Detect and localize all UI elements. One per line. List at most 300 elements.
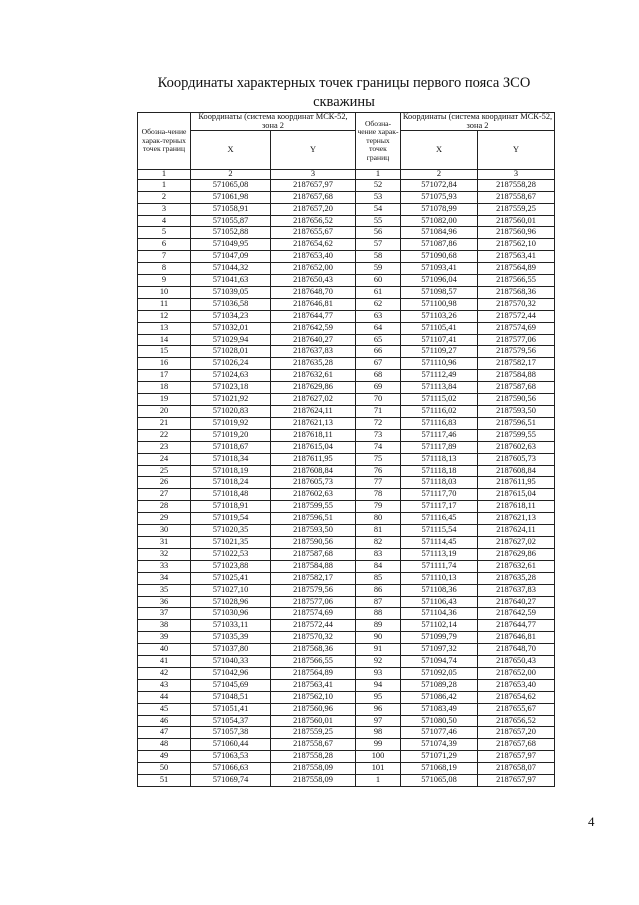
left-point-id: 18	[138, 382, 191, 394]
table-row	[138, 489, 555, 501]
left-y-value: 2187656,52	[271, 215, 356, 227]
left-y-value: 2187624,11	[271, 406, 356, 418]
right-point-id: 99	[356, 739, 401, 751]
table-row	[138, 453, 555, 465]
right-point-id: 78	[356, 489, 401, 501]
left-x-value: 571065,08	[191, 179, 271, 191]
table-row	[138, 536, 555, 548]
left-point-id: 43	[138, 679, 191, 691]
left-y-value: 2187652,00	[271, 263, 356, 275]
right-x-value: 571096,04	[401, 275, 478, 287]
left-x-value: 571018,91	[191, 501, 271, 513]
right-x-value: 571118,03	[401, 477, 478, 489]
left-y-value: 2187654,62	[271, 239, 356, 251]
left-x-value: 571020,83	[191, 406, 271, 418]
right-point-id: 86	[356, 584, 401, 596]
left-x-value: 571033,11	[191, 620, 271, 632]
left-point-id: 20	[138, 406, 191, 418]
left-point-id: 42	[138, 667, 191, 679]
left-y-value: 2187611,95	[271, 453, 356, 465]
left-point-id: 23	[138, 441, 191, 453]
right-y-value: 2187642,59	[478, 608, 555, 620]
left-y-value: 2187632,61	[271, 370, 356, 382]
right-y-value: 2187560,01	[478, 215, 555, 227]
left-y-value: 2187566,55	[271, 656, 356, 668]
right-point-id: 74	[356, 441, 401, 453]
right-point-id: 79	[356, 501, 401, 513]
table-row	[138, 739, 555, 751]
right-y-value: 2187644,77	[478, 620, 555, 632]
left-point-id: 28	[138, 501, 191, 513]
right-x-value: 571080,50	[401, 715, 478, 727]
table-row	[138, 406, 555, 418]
left-y-value: 2187642,59	[271, 322, 356, 334]
left-y-value: 2187562,10	[271, 691, 356, 703]
right-point-id: 54	[356, 203, 401, 215]
table-row	[138, 620, 555, 632]
right-y-value: 2187587,68	[478, 382, 555, 394]
left-x-value: 571024,63	[191, 370, 271, 382]
left-y-value: 2187558,09	[271, 763, 356, 775]
table-row	[138, 703, 555, 715]
left-point-id: 13	[138, 322, 191, 334]
table-row	[138, 310, 555, 322]
table-row	[138, 203, 555, 215]
left-point-id: 11	[138, 298, 191, 310]
left-y-value: 2187621,13	[271, 417, 356, 429]
left-y-value: 2187644,77	[271, 310, 356, 322]
right-x-value: 571077,46	[401, 727, 478, 739]
left-y-value: 2187563,41	[271, 679, 356, 691]
right-x-value: 571102,14	[401, 620, 478, 632]
right-point-id: 92	[356, 656, 401, 668]
left-x-value: 571028,01	[191, 346, 271, 358]
left-x-value: 571022,53	[191, 548, 271, 560]
table-row	[138, 215, 555, 227]
left-point-id: 36	[138, 596, 191, 608]
right-x-value: 571072,84	[401, 179, 478, 191]
right-x-value: 571086,42	[401, 691, 478, 703]
right-x-value: 571114,45	[401, 536, 478, 548]
right-point-id: 87	[356, 596, 401, 608]
left-y-value: 2187618,11	[271, 429, 356, 441]
left-y-value: 2187559,25	[271, 727, 356, 739]
right-y-value: 2187593,50	[478, 406, 555, 418]
col-number-3-right: 3	[478, 170, 555, 180]
header-y-left: Y	[271, 131, 356, 170]
table-row	[138, 346, 555, 358]
right-point-id: 75	[356, 453, 401, 465]
right-x-value: 571092,05	[401, 667, 478, 679]
right-point-id: 66	[356, 346, 401, 358]
left-x-value: 571037,80	[191, 644, 271, 656]
right-point-id: 98	[356, 727, 401, 739]
left-point-id: 22	[138, 429, 191, 441]
document-title	[136, 74, 552, 112]
right-x-value: 571089,28	[401, 679, 478, 691]
left-y-value: 2187590,56	[271, 536, 356, 548]
right-y-value: 2187570,32	[478, 298, 555, 310]
left-point-id: 12	[138, 310, 191, 322]
left-point-id: 10	[138, 286, 191, 298]
right-x-value: 571116,83	[401, 417, 478, 429]
right-x-value: 571108,36	[401, 584, 478, 596]
right-y-value: 2187558,28	[478, 179, 555, 191]
right-y-value: 2187582,17	[478, 358, 555, 370]
left-x-value: 571051,41	[191, 703, 271, 715]
left-x-value: 571066,63	[191, 763, 271, 775]
left-x-value: 571018,19	[191, 465, 271, 477]
table-row	[138, 656, 555, 668]
right-y-value: 2187608,84	[478, 465, 555, 477]
right-point-id: 58	[356, 251, 401, 263]
left-y-value: 2187582,17	[271, 572, 356, 584]
left-point-id: 31	[138, 536, 191, 548]
right-x-value: 571111,74	[401, 560, 478, 572]
header-designation-right: Обозна-чение харак-терных точек границ	[356, 113, 401, 170]
left-y-value: 2187558,28	[271, 751, 356, 763]
table-body	[138, 179, 555, 786]
table-row	[138, 465, 555, 477]
left-x-value: 571018,67	[191, 441, 271, 453]
left-x-value: 571025,41	[191, 572, 271, 584]
right-x-value: 571082,00	[401, 215, 478, 227]
right-y-value: 2187653,40	[478, 679, 555, 691]
right-x-value: 571110,13	[401, 572, 478, 584]
table-row	[138, 548, 555, 560]
right-point-id: 62	[356, 298, 401, 310]
left-point-id: 49	[138, 751, 191, 763]
left-point-id: 24	[138, 453, 191, 465]
right-point-id: 52	[356, 179, 401, 191]
left-x-value: 571052,88	[191, 227, 271, 239]
right-point-id: 89	[356, 620, 401, 632]
left-point-id: 46	[138, 715, 191, 727]
right-y-value: 2187568,36	[478, 286, 555, 298]
left-x-value: 571023,88	[191, 560, 271, 572]
col-number-1-right: 1	[356, 170, 401, 180]
table-row	[138, 584, 555, 596]
right-x-value: 571106,43	[401, 596, 478, 608]
table-row	[138, 275, 555, 287]
right-x-value: 571117,46	[401, 429, 478, 441]
right-x-value: 571090,68	[401, 251, 478, 263]
right-y-value: 2187637,83	[478, 584, 555, 596]
right-point-id: 76	[356, 465, 401, 477]
left-y-value: 2187646,81	[271, 298, 356, 310]
left-x-value: 571026,24	[191, 358, 271, 370]
left-x-value: 571030,96	[191, 608, 271, 620]
right-point-id: 85	[356, 572, 401, 584]
left-point-id: 29	[138, 513, 191, 525]
left-x-value: 571019,20	[191, 429, 271, 441]
table-row	[138, 263, 555, 275]
table-row	[138, 179, 555, 191]
right-x-value: 571115,54	[401, 525, 478, 537]
table-row	[138, 667, 555, 679]
left-point-id: 19	[138, 394, 191, 406]
left-x-value: 571058,91	[191, 203, 271, 215]
left-point-id: 34	[138, 572, 191, 584]
table-row	[138, 370, 555, 382]
left-point-id: 39	[138, 632, 191, 644]
right-x-value: 571075,93	[401, 191, 478, 203]
left-x-value: 571055,87	[191, 215, 271, 227]
table-row	[138, 715, 555, 727]
right-y-value: 2187562,10	[478, 239, 555, 251]
right-x-value: 571097,32	[401, 644, 478, 656]
right-x-value: 571087,86	[401, 239, 478, 251]
right-point-id: 69	[356, 382, 401, 394]
right-y-value: 2187635,28	[478, 572, 555, 584]
left-x-value: 571045,69	[191, 679, 271, 691]
right-y-value: 2187632,61	[478, 560, 555, 572]
left-point-id: 35	[138, 584, 191, 596]
left-point-id: 41	[138, 656, 191, 668]
left-x-value: 571027,10	[191, 584, 271, 596]
left-point-id: 16	[138, 358, 191, 370]
left-y-value: 2187560,01	[271, 715, 356, 727]
left-x-value: 571057,38	[191, 727, 271, 739]
left-point-id: 21	[138, 417, 191, 429]
left-y-value: 2187657,68	[271, 191, 356, 203]
left-point-id: 5	[138, 227, 191, 239]
right-x-value: 571116,45	[401, 513, 478, 525]
right-point-id: 83	[356, 548, 401, 560]
right-x-value: 571109,27	[401, 346, 478, 358]
right-y-value: 2187615,04	[478, 489, 555, 501]
right-point-id: 84	[356, 560, 401, 572]
right-y-value: 2187655,67	[478, 703, 555, 715]
right-point-id: 80	[356, 513, 401, 525]
left-x-value: 571020,35	[191, 525, 271, 537]
left-x-value: 571018,48	[191, 489, 271, 501]
left-y-value: 2187608,84	[271, 465, 356, 477]
right-point-id: 72	[356, 417, 401, 429]
left-x-value: 571063,53	[191, 751, 271, 763]
left-point-id: 47	[138, 727, 191, 739]
left-point-id: 44	[138, 691, 191, 703]
left-point-id: 30	[138, 525, 191, 537]
left-point-id: 37	[138, 608, 191, 620]
right-y-value: 2187646,81	[478, 632, 555, 644]
title-line-1: Координаты характерных точек границы первого пояса ЗСО	[157, 75, 531, 91]
left-x-value: 571021,35	[191, 536, 271, 548]
left-y-value: 2187579,56	[271, 584, 356, 596]
right-y-value: 2187654,62	[478, 691, 555, 703]
table-row	[138, 560, 555, 572]
right-y-value: 2187657,20	[478, 727, 555, 739]
right-x-value: 571113,19	[401, 548, 478, 560]
right-y-value: 2187574,69	[478, 322, 555, 334]
left-x-value: 571019,54	[191, 513, 271, 525]
title-line-2: скважины	[313, 94, 375, 110]
header-coords-right: Координаты (система координат МСК-52, зона 2	[401, 113, 555, 131]
header-coords-left: Координаты (система координат МСК-52, зона 2	[191, 113, 356, 131]
table-row	[138, 358, 555, 370]
right-point-id: 73	[356, 429, 401, 441]
right-y-value: 2187599,55	[478, 429, 555, 441]
table-row	[138, 513, 555, 525]
right-x-value: 571117,89	[401, 441, 478, 453]
left-y-value: 2187574,69	[271, 608, 356, 620]
right-point-id: 100	[356, 751, 401, 763]
table-row	[138, 394, 555, 406]
right-x-value: 571112,49	[401, 370, 478, 382]
left-y-value: 2187627,02	[271, 394, 356, 406]
right-y-value: 2187579,56	[478, 346, 555, 358]
left-point-id: 7	[138, 251, 191, 263]
table-row	[138, 525, 555, 537]
right-y-value: 2187657,97	[478, 751, 555, 763]
right-x-value: 571107,41	[401, 334, 478, 346]
table-row	[138, 596, 555, 608]
table-row	[138, 632, 555, 644]
right-x-value: 571118,13	[401, 453, 478, 465]
right-x-value: 571093,41	[401, 263, 478, 275]
left-x-value: 571034,23	[191, 310, 271, 322]
col-number-3-left: 3	[271, 170, 356, 180]
table-row	[138, 751, 555, 763]
col-number-2-left: 2	[191, 170, 271, 180]
right-point-id: 88	[356, 608, 401, 620]
right-x-value: 571104,36	[401, 608, 478, 620]
header-x-left: X	[191, 131, 271, 170]
right-y-value: 2187590,56	[478, 394, 555, 406]
left-point-id: 25	[138, 465, 191, 477]
left-y-value: 2187650,43	[271, 275, 356, 287]
left-point-id: 17	[138, 370, 191, 382]
left-point-id: 27	[138, 489, 191, 501]
left-x-value: 571023,18	[191, 382, 271, 394]
header-y-right: Y	[478, 131, 555, 170]
left-x-value: 571040,33	[191, 656, 271, 668]
right-x-value: 571110,96	[401, 358, 478, 370]
right-point-id: 64	[356, 322, 401, 334]
left-x-value: 571021,92	[191, 394, 271, 406]
left-y-value: 2187635,28	[271, 358, 356, 370]
table-row	[138, 679, 555, 691]
right-y-value: 2187564,89	[478, 263, 555, 275]
right-point-id: 70	[356, 394, 401, 406]
right-y-value: 2187566,55	[478, 275, 555, 287]
left-x-value: 571018,24	[191, 477, 271, 489]
left-y-value: 2187584,88	[271, 560, 356, 572]
left-y-value: 2187657,97	[271, 179, 356, 191]
right-x-value: 571118,18	[401, 465, 478, 477]
right-y-value: 2187584,88	[478, 370, 555, 382]
left-x-value: 571041,63	[191, 275, 271, 287]
right-x-value: 571117,70	[401, 489, 478, 501]
right-y-value: 2187629,86	[478, 548, 555, 560]
left-x-value: 571039,05	[191, 286, 271, 298]
table-row	[138, 382, 555, 394]
left-y-value: 2187572,44	[271, 620, 356, 632]
right-point-id: 1	[356, 775, 401, 787]
left-x-value: 571036,58	[191, 298, 271, 310]
right-point-id: 101	[356, 763, 401, 775]
left-point-id: 38	[138, 620, 191, 632]
right-x-value: 571098,57	[401, 286, 478, 298]
table-row	[138, 298, 555, 310]
col-number-1-left: 1	[138, 170, 191, 180]
page-number: 4	[588, 814, 595, 829]
left-x-value: 571042,96	[191, 667, 271, 679]
right-point-id: 97	[356, 715, 401, 727]
left-point-id: 32	[138, 548, 191, 560]
left-point-id: 2	[138, 191, 191, 203]
left-y-value: 2187570,32	[271, 632, 356, 644]
left-x-value: 571035,39	[191, 632, 271, 644]
right-y-value: 2187572,44	[478, 310, 555, 322]
left-x-value: 571018,34	[191, 453, 271, 465]
right-y-value: 2187577,06	[478, 334, 555, 346]
right-x-value: 571068,19	[401, 763, 478, 775]
left-y-value: 2187560,96	[271, 703, 356, 715]
table-row	[138, 477, 555, 489]
right-point-id: 57	[356, 239, 401, 251]
left-y-value: 2187599,55	[271, 501, 356, 513]
left-y-value: 2187558,67	[271, 739, 356, 751]
table-row	[138, 334, 555, 346]
left-point-id: 26	[138, 477, 191, 489]
left-y-value: 2187657,20	[271, 203, 356, 215]
right-y-value: 2187560,96	[478, 227, 555, 239]
right-y-value: 2187657,97	[478, 775, 555, 787]
right-y-value: 2187652,00	[478, 667, 555, 679]
right-x-value: 571099,79	[401, 632, 478, 644]
right-point-id: 95	[356, 691, 401, 703]
table-row	[138, 775, 555, 787]
right-point-id: 71	[356, 406, 401, 418]
right-x-value: 571113,84	[401, 382, 478, 394]
table-row	[138, 227, 555, 239]
right-y-value: 2187640,27	[478, 596, 555, 608]
left-point-id: 48	[138, 739, 191, 751]
right-point-id: 82	[356, 536, 401, 548]
right-point-id: 93	[356, 667, 401, 679]
left-point-id: 33	[138, 560, 191, 572]
right-y-value: 2187605,73	[478, 453, 555, 465]
left-x-value: 571060,44	[191, 739, 271, 751]
left-y-value: 2187558,09	[271, 775, 356, 787]
right-y-value: 2187563,41	[478, 251, 555, 263]
left-point-id: 50	[138, 763, 191, 775]
left-x-value: 571029,94	[191, 334, 271, 346]
right-x-value: 571094,74	[401, 656, 478, 668]
left-point-id: 6	[138, 239, 191, 251]
left-y-value: 2187564,89	[271, 667, 356, 679]
right-y-value: 2187656,52	[478, 715, 555, 727]
left-y-value: 2187637,83	[271, 346, 356, 358]
left-y-value: 2187615,04	[271, 441, 356, 453]
left-x-value: 571032,01	[191, 322, 271, 334]
right-y-value: 2187627,02	[478, 536, 555, 548]
right-y-value: 2187558,67	[478, 191, 555, 203]
table-row	[138, 251, 555, 263]
right-x-value: 571078,99	[401, 203, 478, 215]
right-y-value: 2187611,95	[478, 477, 555, 489]
right-x-value: 571116,02	[401, 406, 478, 418]
left-point-id: 3	[138, 203, 191, 215]
right-point-id: 68	[356, 370, 401, 382]
left-point-id: 51	[138, 775, 191, 787]
table-row	[138, 501, 555, 513]
left-point-id: 4	[138, 215, 191, 227]
left-y-value: 2187629,86	[271, 382, 356, 394]
right-x-value: 571103,26	[401, 310, 478, 322]
left-x-value: 571044,32	[191, 263, 271, 275]
